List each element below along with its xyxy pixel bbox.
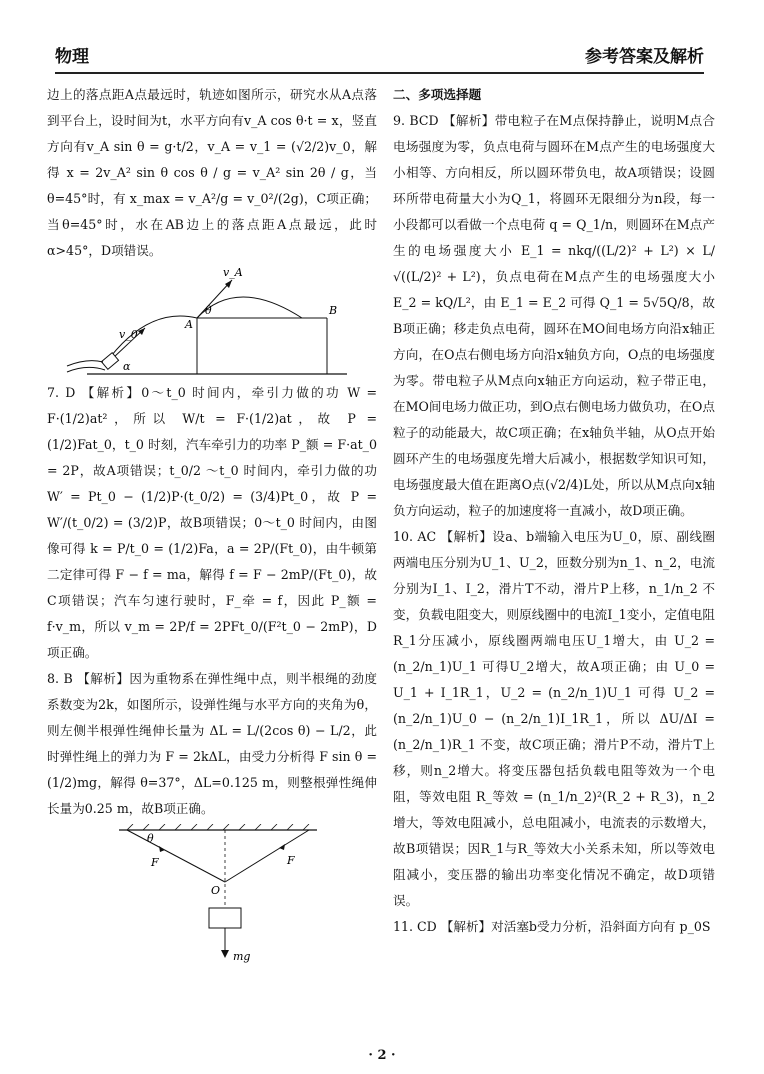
label-B: B (329, 304, 338, 317)
left-column (47, 82, 377, 966)
water-trajectory-figure (47, 266, 377, 378)
label-theta: θ (205, 304, 212, 317)
right-column (393, 82, 715, 940)
q10-solution: 10. AC 【解析】设a、b端输入电压为U_0，原、副线圈两端电压分别为U_1、U_2，匝数分别为n_1、n_2，电流分别为I_1、I_2，滑片T不动，滑片P上移，n_1/n_2 不变，负载电阻变大，则原线圈中的电流I_1变小，定值电阻R_1分压减小，原线圈两端电压U_1增大，由 U_2 = (n_2/n_1)U_1 可得U_2增大，故A项正确；由 U_0 = U_1 + I_1R_1，U_2 = (n_2/n_1)U_1 可得 U_2 = (n_2/n_1)U_0 − (n_2/n_1)I_1R_1，所以 ΔU/ΔI = (n_2/n_1)R_1 不变，故C项正确；滑片P不动，滑片T上移，则n_2增大。将变压器包括负载电阻等效为一个电阻，等效电阻 R_等效 = (n_1/n_2)²(R_2 + R_3)，n_2增大，等效电阻减小，总电阻减小，电流表的示数增大，故B项错误；因R_1与R_等效大小关系未知，所以等效电阻减小，变压器的输出功率变化情况不确定，故D项错误。 (393, 529, 715, 908)
page-number: · 2 · (368, 1048, 396, 1063)
elastic-rope-figure (47, 824, 377, 964)
q11-solution: 11. CD 【解析】对活塞b受力分析，沿斜面方向有 p_0S (393, 919, 711, 934)
page-header (55, 42, 704, 68)
subject-title: 物理 (55, 47, 89, 67)
label-mg: mg (233, 950, 251, 963)
q6-continuation: 边上的落点距A点最远时，轨迹如图所示，研究水从A点落到平台上，设时间为t，水平方向有v_A cos θ·t = x，竖直方向有v_A sin θ = g·t/2，v_A = v_1 = (√2/2)v_0，解得 x = 2v_A² sin θ cos θ / g = v_A² sin 2θ / g，当 θ=45°时，有 x_max = v_A²/g = v_0²/(2g)，C项正确；当θ=45°时，水在AB边上的落点距A点最远，此时α>45°，D项错误。 (47, 87, 378, 258)
label-F-left: F (151, 856, 159, 869)
label-O: O (211, 884, 221, 897)
label-vA: v_A (223, 266, 243, 279)
q7-solution: 7. D 【解析】0～t_0 时间内，牵引力做的功 W = F·(1/2)at²，所以 W/t = F·(1/2)at，故 P = (1/2)Fat_0，t_0 时刻，汽车牵引力的功率 P_额 = F·at_0 = 2P，故A项错误；t_0/2 ～t_0 时间内，牵引力做的功 W′ = Pt_0 − (1/2)P·(t_0/2) = (3/4)Pt_0，故 P = W′/(t_0/2) = (3/2)P，故B项错误；0～t_0 时间内，由图像可得 k = P/t_0 = (1/2)Fa，a = 2P/(Ft_0)，由牛顿第二定律可得 F − f = ma，解得 f = F − 2mP/(Ft_0)，故C项错误；汽车匀速行驶时，F_牵 = f，因此 P_额 = f·v_m，所以 v_m = 2P/f = 2PFt_0/(F²t_0 − 2mP)，D项正确。 (47, 385, 377, 660)
label-theta2: θ (147, 832, 154, 845)
label-alpha: α (123, 360, 131, 373)
label-A: A (185, 318, 193, 331)
label-F-right: F (287, 854, 295, 867)
q8-solution: 8. B 【解析】因为重物系在弹性绳中点，则半根绳的劲度系数变为2k，如图所示，设弹性绳与水平方向的夹角为θ，则左侧半根弹性绳伸长量为 ΔL = L/(2cos θ) − L/2，此时弹性绳上的弹力为 F = 2kΔL，由受力分析得 F sin θ = (1/2)mg，解得 θ=37°，ΔL=0.125 m，则整根弹性绳伸长量为0.25 m，故B项正确。 (47, 671, 377, 816)
header-right-title: 参考答案及解析 (585, 47, 704, 67)
header-divider (55, 72, 704, 74)
q9-solution: 9. BCD 【解析】带电粒子在M点保持静止，说明M点合电场强度为零，负点电荷与圆环在M点产生的电场强度大小相等、方向相反，所以圆环带负电，故A项错误；设圆环所带电荷量大小为Q_1，将圆环无限细分为n段，每一小段都可以看做一个点电荷 q = Q_1/n，则圆环在M点产生的电场强度大小 E_1 = nkq/((L/2)² + L²) × L/√((L/2)² + L²)，负点电荷在M点产生的电场强度大小 E_2 = kQ/L²，由 E_1 = E_2 可得 Q_1 = 5√5Q/8，故B项正确；移走负点电荷，圆环在MO间电场方向沿x轴正方向，在O点右侧电场方向沿x轴负方向，O点的电场强度为零。带电粒子从M点向x轴正方向运动，粒子带正电，在MO间电场力做正功，到O点右侧电场力做负功，在O点粒子的动能最大，故C项正确；在x轴负半轴，从O点开始圆环产生的电场强度先增大后减小，根据数学知识可知，电场强度最大值在距离O点(√2/4)L处，所以从M点向x轴负方向运动，粒子的加速度将一直减小，故D项正确。 (393, 113, 715, 518)
section-title: 二、多项选择题 (393, 87, 482, 102)
label-v0: v_0 (119, 328, 138, 341)
